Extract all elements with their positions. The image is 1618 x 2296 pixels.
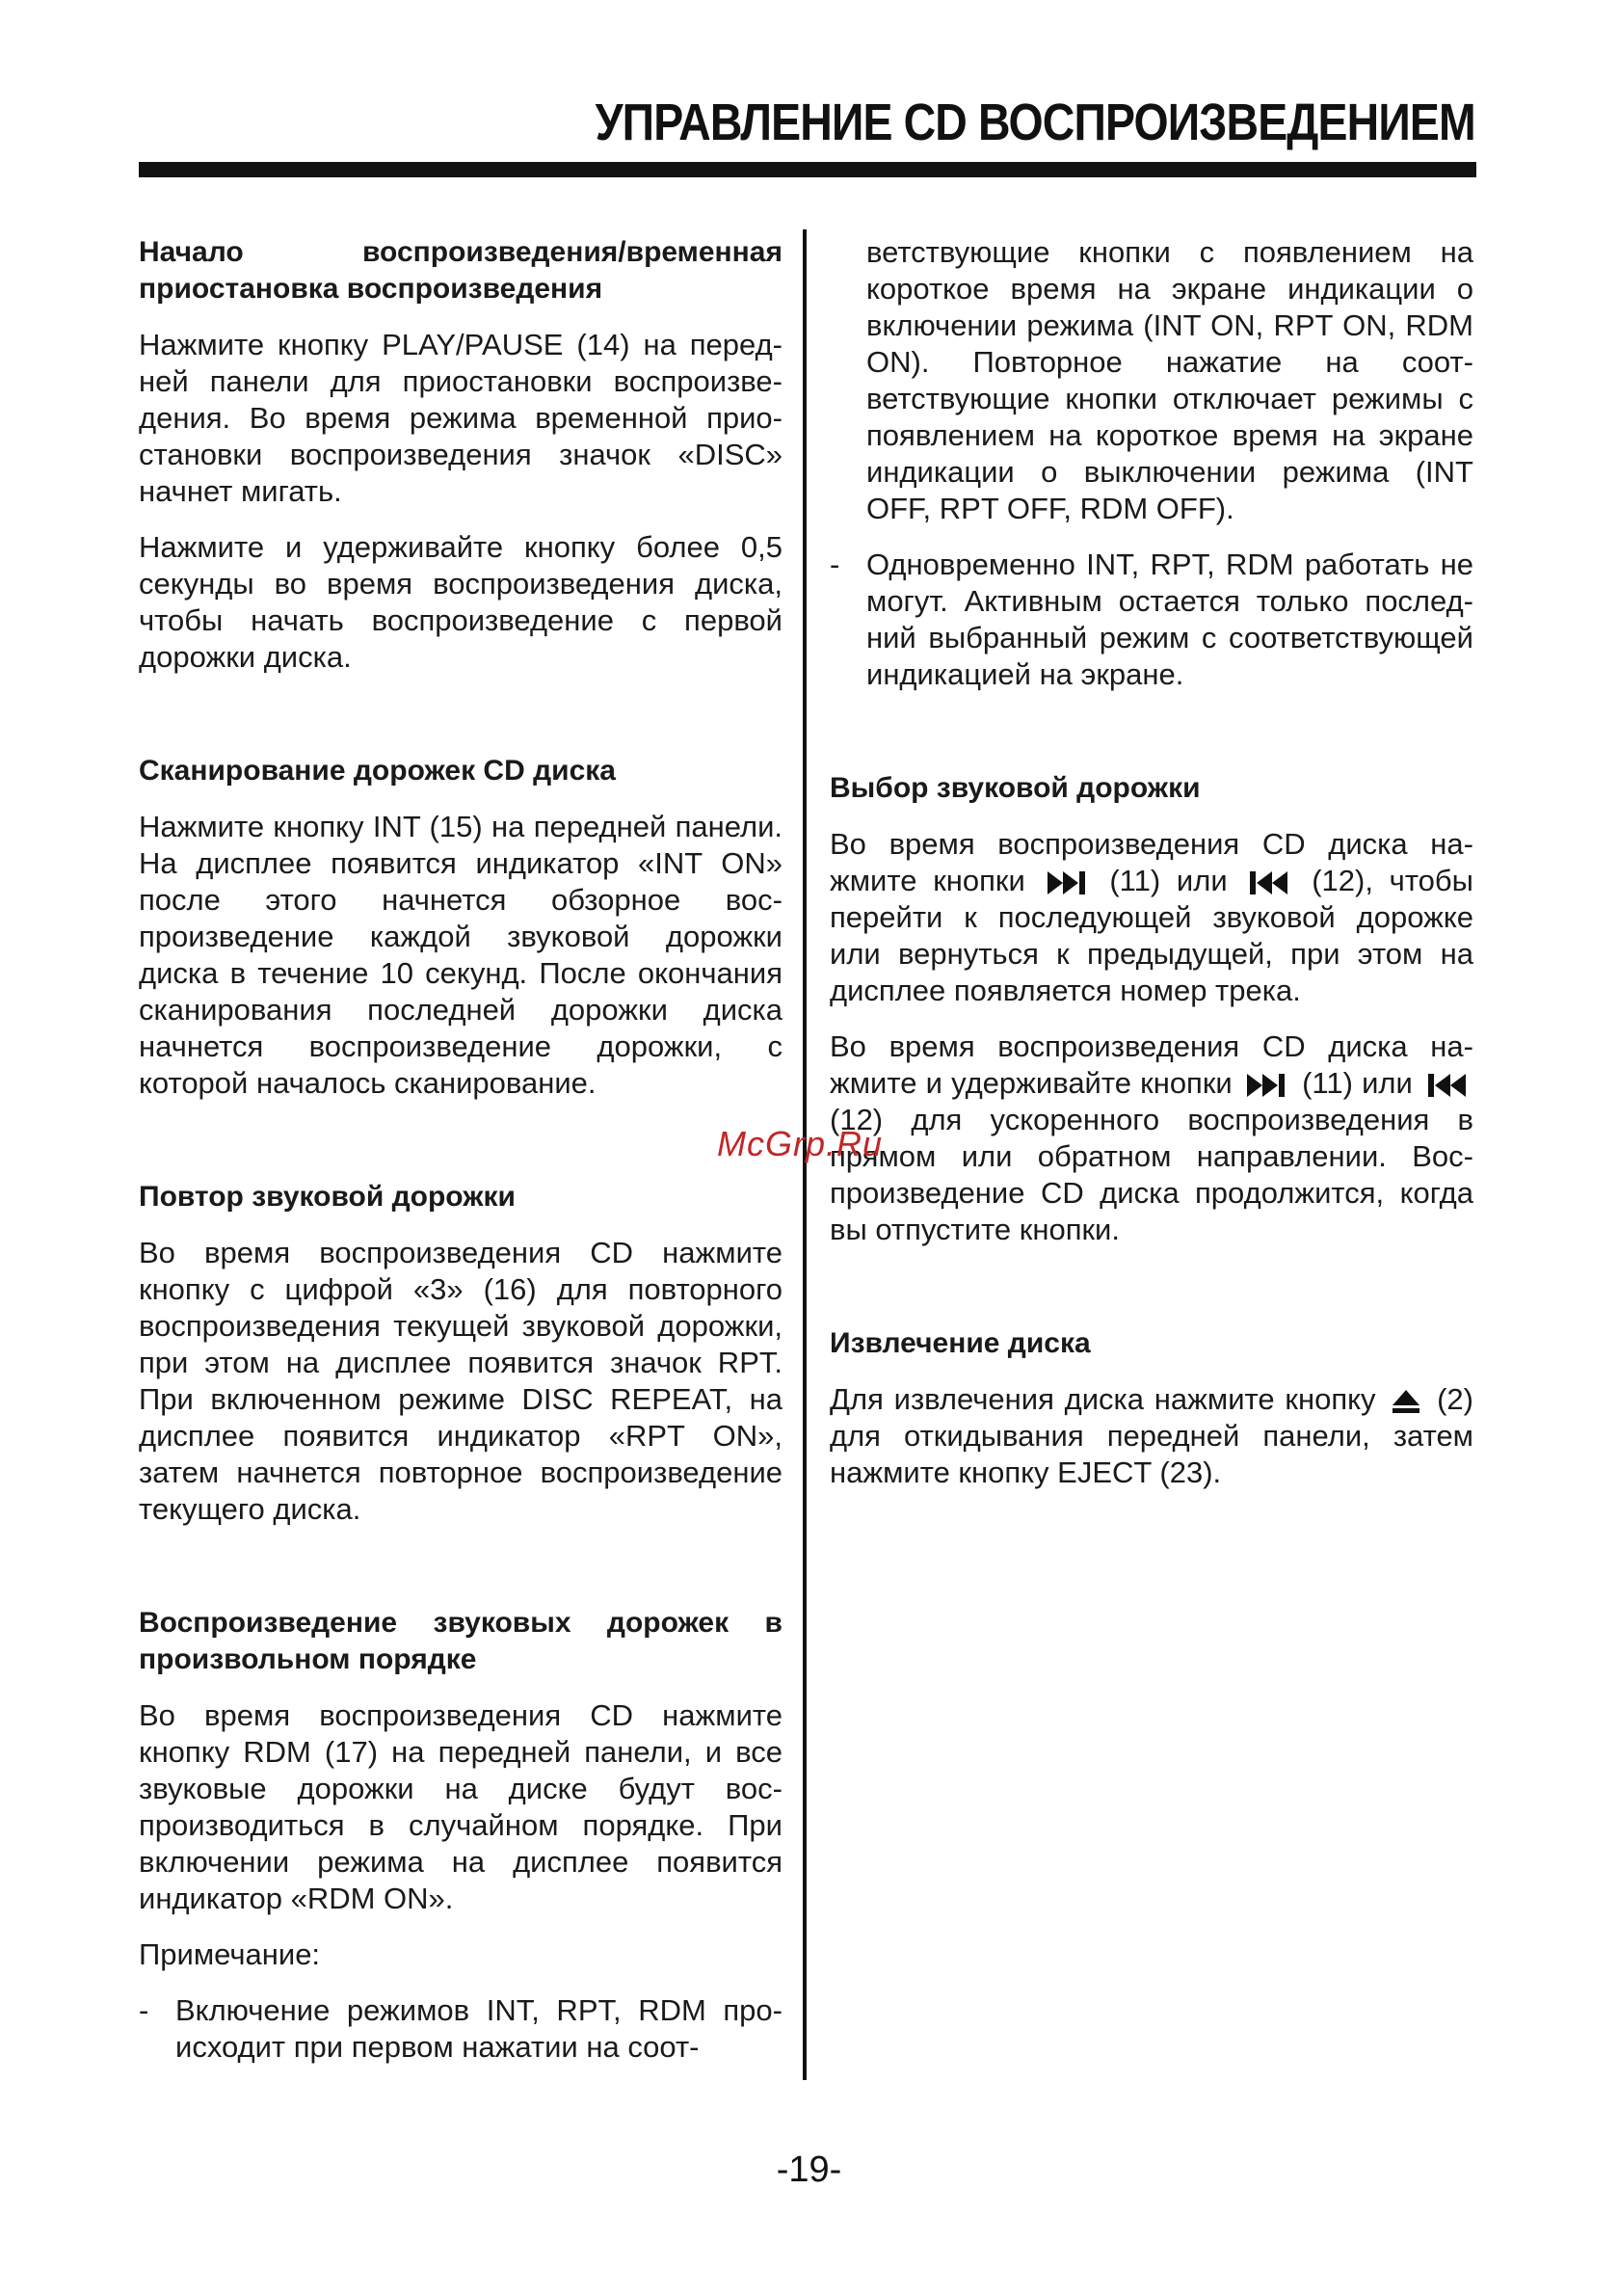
heading-repeat-track: Повтор звуковой дорожки: [139, 1181, 516, 1213]
heading-scan-tracks: Сканирование дорожек CD диска: [139, 755, 616, 787]
page-number: -19-: [776, 2149, 842, 2190]
note-item-1-text: Включение режимов INT, RPT, RDM происходит при первом нажатии на соот-: [175, 1993, 782, 2064]
skip-previous-icon: [1247, 868, 1291, 897]
heading-play-pause: Начало воспроизведения/временная приостановка воспроизведения: [139, 236, 782, 305]
left-column: [139, 234, 782, 2066]
text-run: Во время воспроизведения CD диска нажмите и удерживайте кнопки: [830, 1029, 1473, 1100]
text-run: Во время воспроизведения CD диска нажмите кнопки: [830, 827, 1473, 897]
note-item-1-start: [139, 1992, 782, 2066]
paragraph-random-play: Во время воспроизведения CD нажмите кнопку RDM (17) на передней панели, и все звуковые дорожки на диске будут воспроизводиться в случайном порядке. При включении режима на дисплее появится индикатор «RDM ON».: [139, 1698, 782, 1915]
paragraph-track-select-2: [830, 1028, 1473, 1248]
paragraph-track-select-1: [830, 826, 1473, 1009]
paragraph-eject: [830, 1381, 1473, 1491]
note-item-2: [830, 547, 1473, 693]
note-label: Примечание:: [139, 1937, 321, 1971]
paragraph-scan-tracks: Нажмите кнопку INT (15) на передней панели. На дисплее появится индикатор «INT ON» после этого начнется обзорное воспроизведение каждой звуковой дорожки диска в течение 10 секунд. После окончания сканирования последней дорожки диска начнется воспроизведение дорожки, с которой началось сканирование.: [139, 810, 782, 1100]
paragraph-play-pause-1: Нажмите кнопку PLAY/PAUSE (14) на передней панели для приостановки воспроизведения. Во время режима временной приостановки воспроизведения значок «DISC» начнет мигать.: [139, 328, 782, 508]
text-run: (11) или: [1109, 864, 1228, 897]
title-rule: [139, 162, 1476, 177]
heading-track-select: Выбор звуковой дорожки: [830, 772, 1201, 804]
paragraph-repeat-track: Во время воспроизведения CD нажмите кнопку с цифрой «3» (16) для повторного воспроизведения текущей звуковой дорожки, при этом на дисплее появится значок RPT. При включенном режиме DISC REPEAT, на дисплее появится индикатор «RPT ON», затем начнется повторное воспроизведение текущего диска.: [139, 1236, 782, 1526]
paragraph-play-pause-2: Нажмите и удерживайте кнопку более 0,5 секунды во время воспроизведения диска, чтобы начать воспроизведение с первой дорожки диска.: [139, 530, 782, 674]
heading-random-play: Воспроизведение звуковых дорожек в произвольном порядке: [139, 1607, 782, 1675]
right-column: [830, 234, 1473, 1491]
text-run: (12) для ускоренного воспроизведения в прямом или обратном направлении. Воспроизведение CD диска продолжится, когда вы отпустите кнопки.: [830, 1103, 1473, 1246]
watermark: McGrp.Ru: [717, 1124, 884, 1163]
page-title: УПРАВЛЕНИЕ CD ВОСПРОИЗВЕДЕНИЕМ: [595, 93, 1475, 151]
note-item-2-text: Одновременно INT, RPT, RDM работать не могут. Активным остается только последний выбранный режим с соответствующей индикацией на экране.: [866, 547, 1473, 691]
note-item-1-continued-text: ветствующие кнопки с появлением на короткое время на экране индикации о включении режима (INT ON, RPT ON, RDM ON). Повторное нажатие на соответствующие кнопки отключает режимы с появлением на короткое время на экране индикации о выключении режима (INT OFF, RPT OFF, RDM OFF).: [866, 235, 1473, 525]
note-dash: -: [139, 1993, 149, 2027]
text-run: Для извлечения диска нажмите кнопку: [830, 1382, 1376, 1416]
note-item-1-continued: [830, 234, 1473, 527]
skip-next-icon: [1245, 1071, 1289, 1100]
text-run: (2) для откидывания передней панели, затем нажмите кнопку EJECT (23).: [830, 1382, 1473, 1489]
skip-next-icon: [1046, 868, 1090, 897]
text-run: (12), чтобы перейти к последующей звуковой дорожке или вернуться к предыдущей, при этом на дисплее появляется номер трека.: [830, 864, 1473, 1007]
skip-previous-icon: [1425, 1071, 1470, 1100]
note-dash: -: [830, 547, 840, 581]
text-run: (11) или: [1302, 1066, 1413, 1100]
eject-icon: [1390, 1387, 1422, 1416]
heading-eject: Извлечение диска: [830, 1327, 1091, 1359]
